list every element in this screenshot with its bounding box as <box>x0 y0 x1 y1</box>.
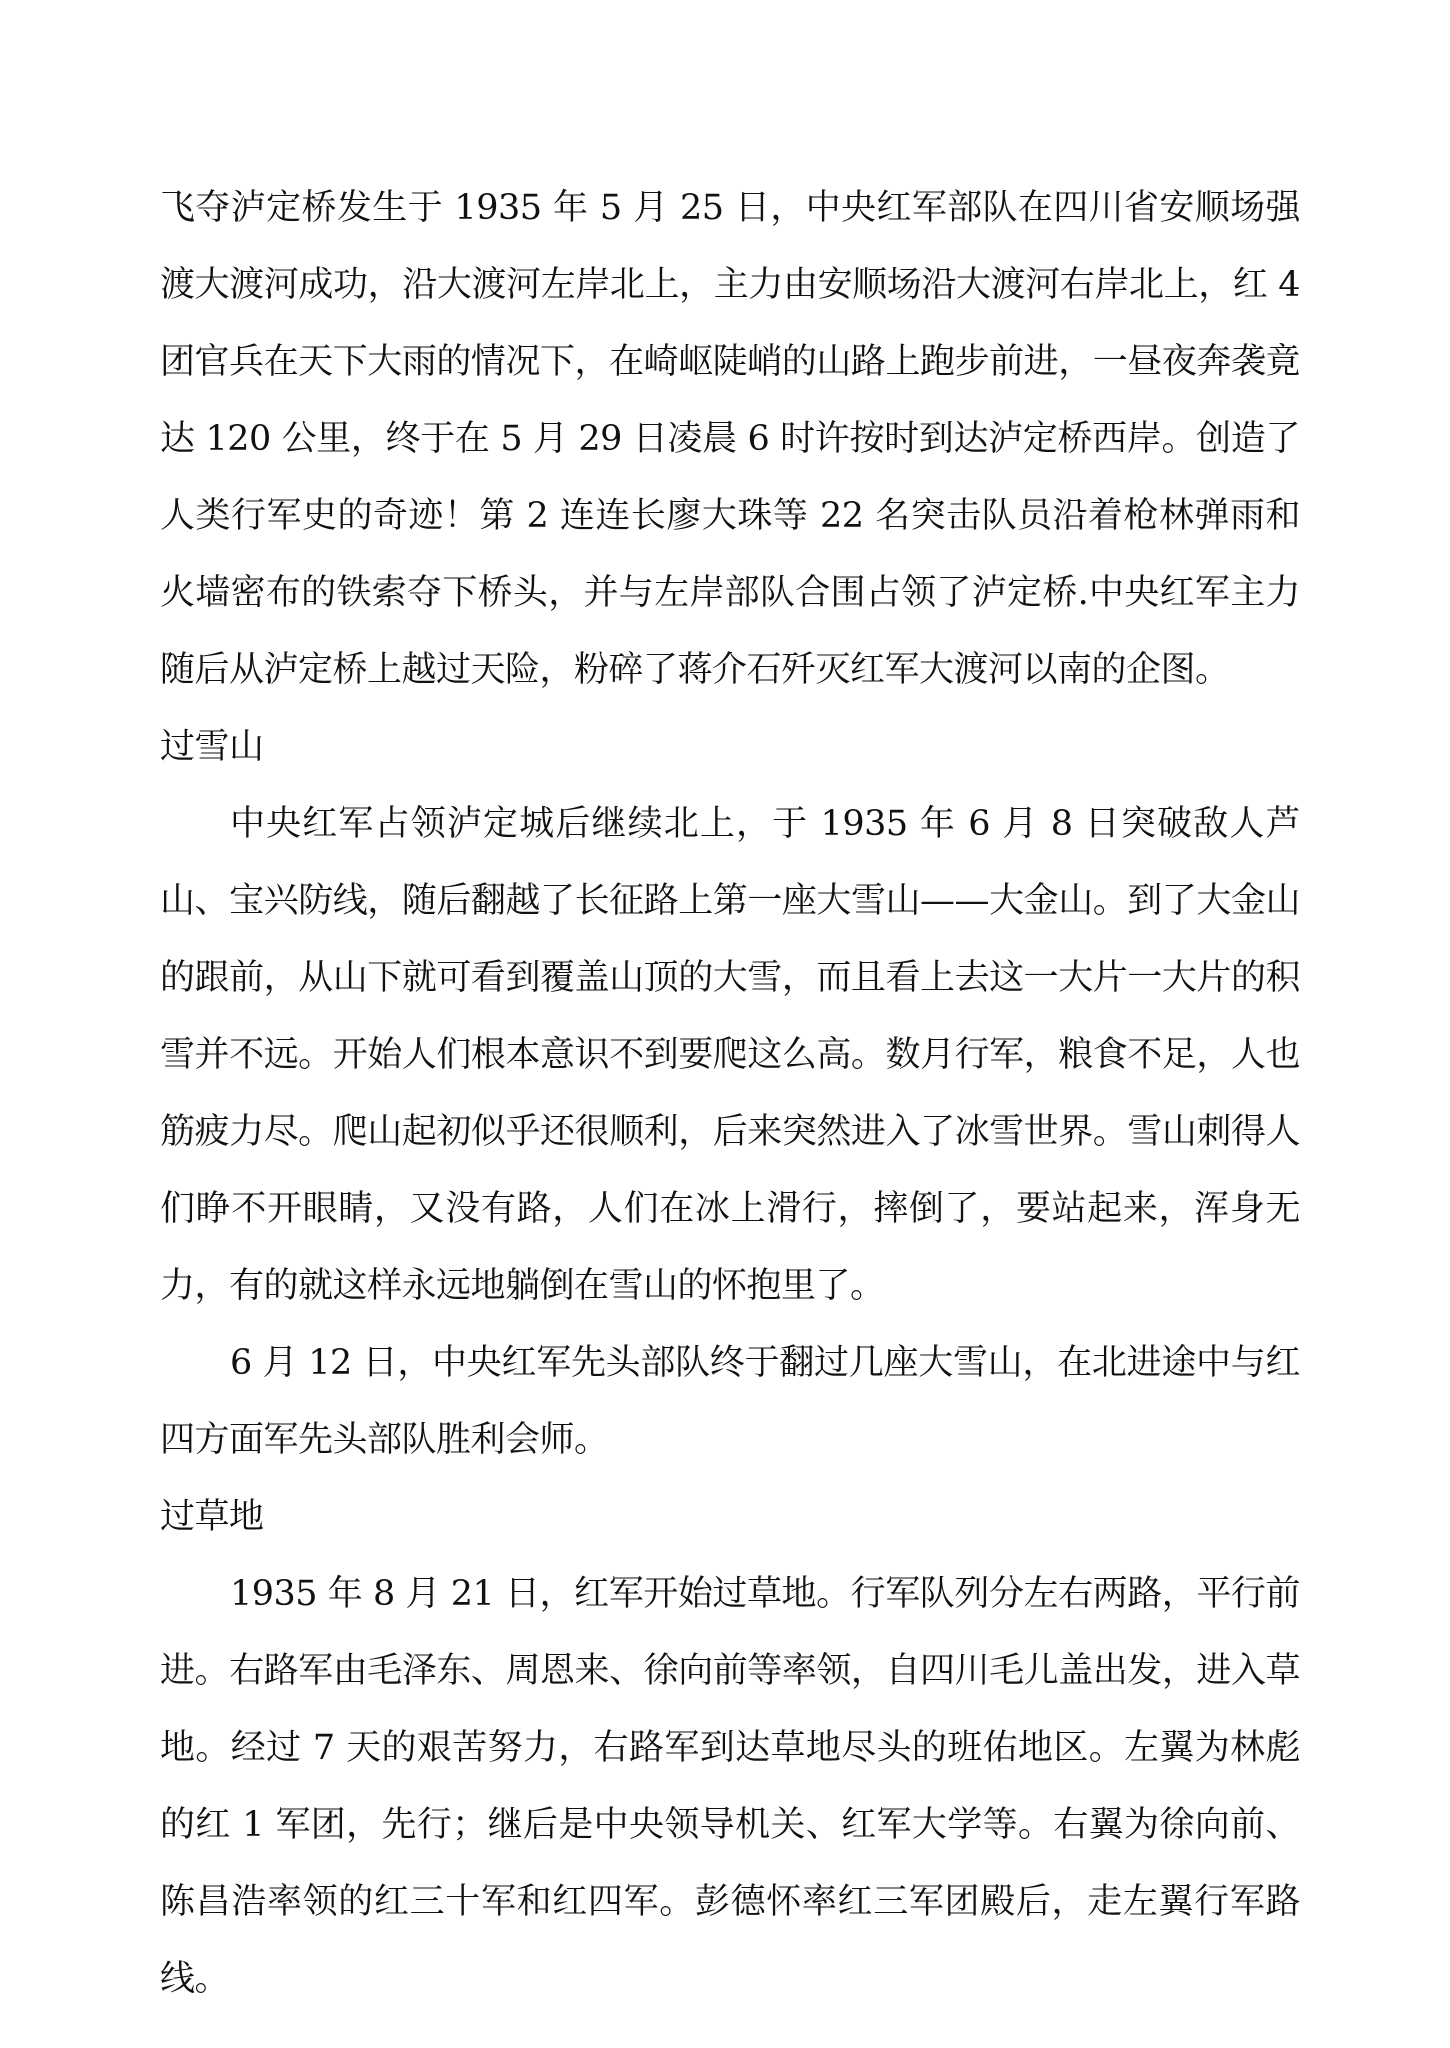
heading-snow-mountain: 过雪山 <box>160 727 264 767</box>
paragraph-luding-bridge: 飞夺泸定桥发生于 1935 年 5 月 25 日，中央红军部队在四川省安顺场强渡大渡河成功，沿大渡河左岸北上，主力由安顺场沿大渡河右岸北上，红 4 团官兵在天下大雨的情况下，在崎岖陡峭的山路上跑步前进，一昼夜奔袭竟达 120 公里，终于在 5 月 29 日凌晨 6 时许按时到达泸定桥西岸。创造了人类行军史的奇迹！第 2 连连长廖大珠等 22 名突击队员沿着枪林弹雨和火墙密布的铁索夺下桥头，并与左岸部队合围占领了泸定桥.中央红军主力随后从泸定桥上越过天险，粉碎了蒋介石歼灭红军大渡河以南的企图。 <box>160 188 1300 690</box>
document-body <box>160 170 1300 2018</box>
paragraph-snow-mountain-2: 6 月 12 日，中央红军先头部队终于翻过几座大雪山，在北进途中与红四方面军先头部队胜利会师。 <box>160 1343 1300 1460</box>
paragraph-snow-mountain-1: 中央红军占领泸定城后继续北上，于 1935 年 6 月 8 日突破敌人芦山、宝兴防线，随后翻越了长征路上第一座大雪山——大金山。到了大金山的跟前，从山下就可看到覆盖山顶的大雪，而且看上去这一大片一大片的积雪并不远。开始人们根本意识不到要爬这么高。数月行军，粮食不足，人也筋疲力尽。爬山起初似乎还很顺利，后来突然进入了冰雪世界。雪山刺得人们睁不开眼睛，又没有路，人们在冰上滑行，摔倒了，要站起来，浑身无力，有的就这样永远地躺倒在雪山的怀抱里了。 <box>160 804 1300 1306</box>
paragraph-grassland: 1935 年 8 月 21 日，红军开始过草地。行军队列分左右两路，平行前进。右路军由毛泽东、周恩来、徐向前等率领，自四川毛儿盖出发，进入草地。经过 7 天的艰苦努力，右路军到达草地尽头的班佑地区。左翼为林彪的红 1 军团，先行；继后是中央领导机关、红军大学等。右翼为徐向前、陈昌浩率领的红三十军和红四军。彭德怀率红三军团殿后，走左翼行军路线。 <box>160 1574 1300 1999</box>
heading-grassland: 过草地 <box>160 1497 264 1537</box>
